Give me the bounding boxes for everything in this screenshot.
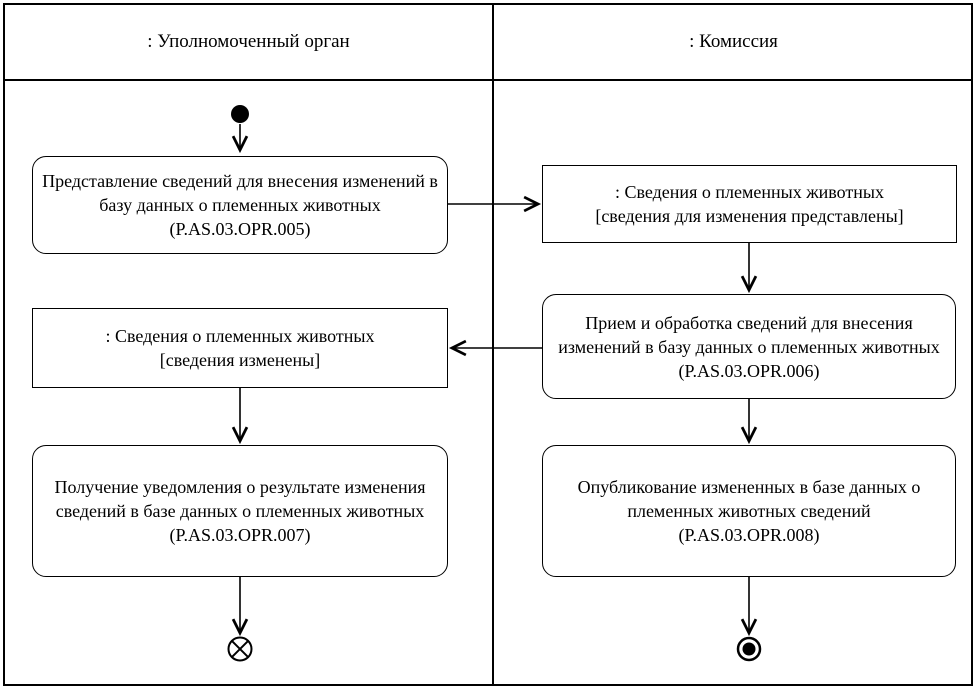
activity-label: Представление сведений для внесения изменений в базу данных о племенных животных [42, 171, 438, 215]
activity-code: (P.AS.03.OPR.006) [678, 360, 820, 381]
object-data-submitted [542, 165, 957, 243]
object-state: [сведения для изменения представлены] [595, 206, 904, 226]
activity-label: Прием и обработка сведений для внесения изменений в базу данных о племенных животных [558, 312, 940, 357]
lane-header-commission [494, 5, 973, 79]
activity-opr005 [32, 156, 448, 254]
object-state: [сведения изменены] [159, 350, 321, 370]
activity-code: (P.AS.03.OPR.007) [169, 525, 311, 545]
activity-code: (P.AS.03.OPR.005) [169, 219, 311, 239]
object-title: : Сведения о племенных животных [615, 182, 884, 202]
lane-header-separator [3, 79, 973, 81]
activity-label: Получение уведомления о результате изменения сведений в базе данных о племенных животных [54, 477, 426, 521]
lane-title: : Уполномоченный орган [147, 31, 350, 52]
object-data-changed [32, 308, 448, 388]
lane-divider [492, 3, 494, 686]
activity-code: (P.AS.03.OPR.008) [678, 525, 820, 545]
activity-label: Опубликование измененных в базе данных о племенных животных сведений [577, 477, 921, 521]
activity-opr008 [542, 445, 956, 577]
lane-title: : Комиссия [689, 31, 778, 52]
activity-opr007 [32, 445, 448, 577]
object-title: : Сведения о племенных животных [105, 326, 375, 346]
activity-opr006 [542, 294, 956, 399]
lane-header-authorized-body [5, 5, 492, 79]
